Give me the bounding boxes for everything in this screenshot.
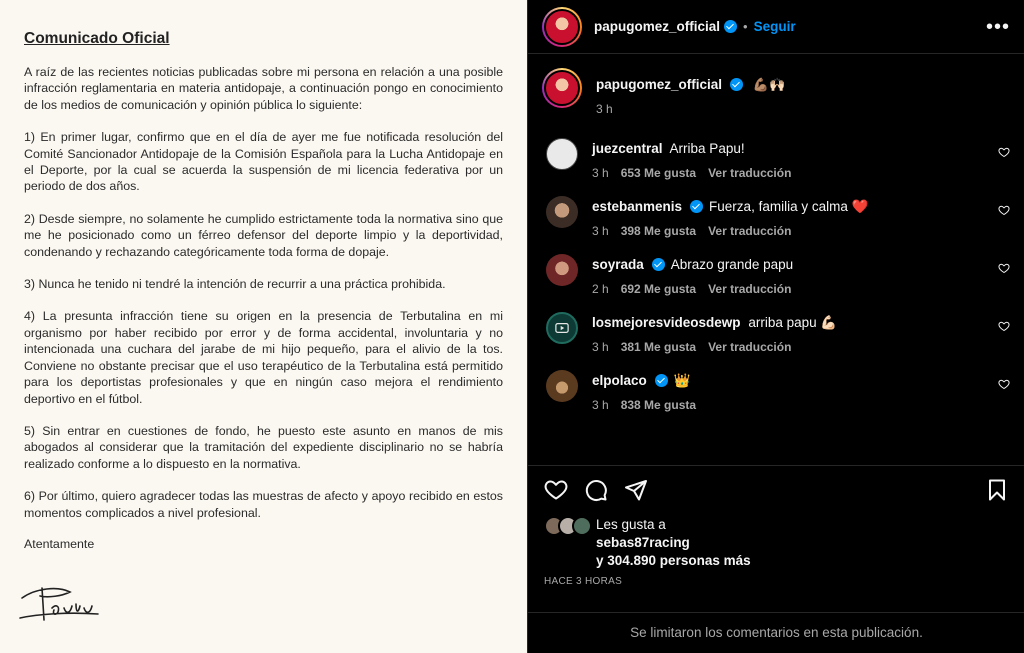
heart-icon[interactable]: [998, 320, 1010, 332]
heart-icon[interactable]: [998, 378, 1010, 390]
list-item: [542, 138, 1010, 180]
comments-limited-notice: Se limitaron los comentarios en esta publicación.: [528, 612, 1024, 653]
liked-by-user[interactable]: sebas87racing: [596, 535, 690, 550]
comment-time[interactable]: 2 h: [592, 282, 609, 296]
post-actions: [528, 465, 1024, 615]
comment-time[interactable]: 3 h: [592, 224, 609, 238]
caption-text: 💪🏽🙌🏻: [752, 77, 786, 92]
share-icon[interactable]: [624, 478, 648, 502]
translate-link[interactable]: Ver traducción: [708, 282, 792, 296]
list-item: [542, 254, 1010, 296]
comment-icon[interactable]: [584, 478, 608, 502]
comment-likes[interactable]: 381 Me gusta: [620, 340, 697, 354]
liked-by-label: Les gusta a: [596, 517, 666, 532]
avatar[interactable]: [546, 370, 578, 402]
statement-paragraph: 5) Sin entrar en cuestiones de fondo, he puesto este asunto en manos de mis abogados al considerar que la tramitación del expediente disciplinario no se habría realizado conforme a lo dispuesto en la normativa.: [24, 423, 503, 471]
handwritten-signature: [18, 578, 100, 628]
comment-likes[interactable]: 398 Me gusta: [620, 224, 697, 238]
avatar[interactable]: [546, 138, 578, 170]
translate-link[interactable]: Ver traducción: [708, 224, 792, 238]
comment-time[interactable]: 3 h: [592, 166, 609, 180]
post-header: [528, 0, 1024, 54]
comment-username[interactable]: elpolaco: [592, 373, 647, 388]
follow-button[interactable]: Seguir: [753, 19, 796, 34]
comment-time[interactable]: 3 h: [592, 340, 609, 354]
statement-paragraph: 1) En primer lugar, confirmo que en el día de ayer me fue notificada resolución del Comité Sancionador Antidopaje de la Comisión Española para la Lucha Antidopaje en el Deporte, por la cual se acuerda la suspensión de mi licencia federativa por un periodo de dos años.: [24, 130, 503, 194]
heart-icon[interactable]: [544, 478, 568, 502]
comment-text: Fuerza, familia y calma ❤️: [709, 199, 869, 214]
avatar[interactable]: [546, 312, 578, 344]
comment-likes[interactable]: 838 Me gusta: [620, 398, 697, 412]
liked-by-avatars[interactable]: [544, 516, 596, 538]
heart-icon[interactable]: [998, 262, 1010, 274]
comment-username[interactable]: juezcentral: [592, 141, 663, 156]
separator-dot: •: [743, 19, 748, 34]
play-icon: [555, 321, 569, 335]
avatar[interactable]: [542, 68, 582, 108]
statement-paragraph: A raíz de las recientes noticias publicadas sobre mi persona en relación a una posible infracción reglamentaria en materia antidopaje, a continuación pongo en conocimiento de los medios de comunicación y opinión pública lo siguiente:: [24, 65, 503, 112]
comment-username[interactable]: estebanmenis: [592, 199, 683, 214]
avatar[interactable]: [542, 7, 582, 47]
comment-time[interactable]: 3 h: [592, 398, 609, 412]
comment-text: 👑: [673, 373, 691, 388]
bookmark-icon[interactable]: [985, 478, 1009, 502]
list-item: [542, 312, 1010, 354]
comment-likes[interactable]: 653 Me gusta: [620, 166, 697, 180]
caption-username[interactable]: papugomez_official: [596, 77, 723, 92]
comment-text: Abrazo grande papu: [670, 257, 794, 272]
header-username[interactable]: papugomez_official: [594, 19, 721, 34]
comment-text: Arriba Papu!: [669, 141, 745, 156]
caption-time[interactable]: 3 h: [596, 102, 613, 116]
post-timestamp[interactable]: HACE 3 HORAS: [544, 576, 623, 587]
verified-icon: [730, 78, 743, 91]
statement-paragraph: 4) La presunta infracción tiene su origen en la presencia de Terbutalina en mi organismo por haber recibido por error y de forma accidental, involuntaria y no intencionada una cuchara del jarabe de mi hijo pequeño, para el alivio de la tos. Conviene no obstante precisar que el uso terapéutico de la Terbutalina está permitido para los deportistas profesionales y que en ningún caso mejora el rendimiento deportivo en el fútbol.: [24, 309, 503, 406]
avatar[interactable]: [546, 196, 578, 228]
comment-username[interactable]: losmejoresvideosdewp: [592, 315, 741, 330]
comment-text: arriba papu 💪🏻: [748, 315, 838, 330]
comments-list[interactable]: [528, 54, 1024, 465]
statement-title: Comunicado Oficial: [24, 30, 170, 47]
statement-paragraph: 3) Nunca he tenido ni tendré la intención de recurrir a una práctica prohibida.: [24, 277, 446, 292]
more-icon[interactable]: •••: [985, 15, 1010, 38]
heart-icon[interactable]: [998, 204, 1010, 216]
comment-username[interactable]: soyrada: [592, 257, 644, 272]
list-item: [542, 196, 1010, 238]
list-item: [542, 370, 1010, 412]
post-panel: [527, 0, 1024, 653]
verified-icon: [690, 200, 703, 213]
verified-icon: [724, 20, 737, 33]
statement-paragraph: 2) Desde siempre, no solamente he cumplido estrictamente toda la normativa sino que me he posicionado como un férreo defensor del deporte limpio y la deportividad, condenando y rechazando categóricamente toda forma de dopaje.: [24, 211, 503, 259]
verified-icon: [655, 374, 668, 387]
statement-closing: Atentamente: [24, 536, 95, 551]
statement-paragraph: 6) Por último, quiero agradecer todas las muestras de afecto y apoyo recibido en estos momentos complicados a nivel profesional.: [24, 489, 503, 520]
heart-icon[interactable]: [998, 146, 1010, 158]
verified-icon: [652, 258, 665, 271]
avatar[interactable]: [546, 254, 578, 286]
liked-by: [544, 516, 1009, 570]
post-caption: [542, 68, 1010, 116]
translate-link[interactable]: Ver traducción: [708, 166, 792, 180]
comment-likes[interactable]: 692 Me gusta: [620, 282, 697, 296]
liked-by-count[interactable]: y 304.890 personas más: [596, 553, 751, 568]
translate-link[interactable]: Ver traducción: [708, 340, 792, 354]
